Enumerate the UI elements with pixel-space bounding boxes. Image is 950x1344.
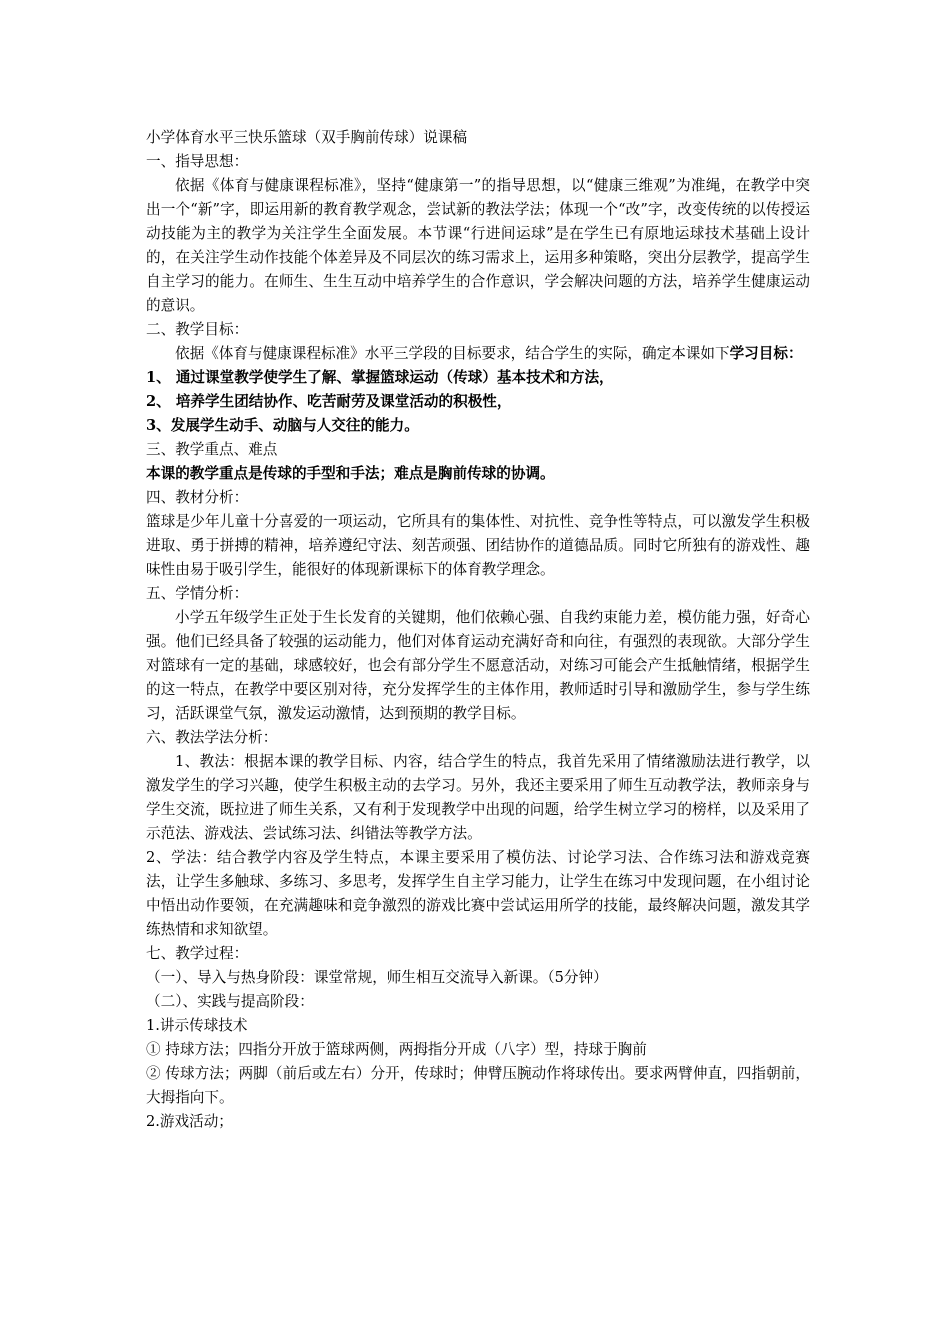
section-heading-teaching-goals: 二、教学目标：	[146, 321, 249, 338]
paragraph-material-analysis: 篮球是少年儿童十分喜爱的一项运动，它所具有的集体性、对抗性、竞争性等特点，可以激发学生积极进取、勇于拼搏的精神，培养遵纪守法、刻苦顽强、团结协作的道德品质。同时它所独有的游戏性、趣味性由易于吸引学生，能很好的体现新课标下的体育教学理念。	[146, 513, 810, 578]
section-heading-guiding-ideology: 一、指导思想：	[146, 153, 249, 170]
document-body	[146, 126, 810, 1134]
paragraph-learning-method: 2、学法：结合教学内容及学生特点，本课主要采用了模仿法、讨论学习法、合作练习法和游戏竞赛法，让学生多触球、多练习、多思考，发挥学生自主学习能力，让学生在练习中发现问题，在小组讨论中悟出动作要领，在充满趣味和竞争激烈的游戏比赛中尝试运用所学的技能，最终解决问题，激发其学练热情和求知欲望。	[146, 849, 810, 938]
paragraph-teaching-method: 1、教法：根据本课的教学目标、内容，结合学生的特点，我首先采用了情绪激励法进行教学，以激发学生的学习兴趣，使学生积极主动的去学习。另外，我还主要采用了师生互动教学法，教师亲身与学生交流，既拉进了师生关系，又有利于发现教学中出现的问题，给学生树立学习的榜样，以及采用了示范法、游戏法、尝试练习法、纠错法等教学方法。	[146, 753, 810, 842]
paragraph-student-analysis: 小学五年级学生正处于生长发育的关键期，他们依赖心强、自我约束能力差，模仿能力强，好奇心强。他们已经具备了较强的运动能力，他们对体育运动充满好奇和向往，有强烈的表现欲。大部分学生对篮球有一定的基础，球感较好，也会有部分学生不愿意活动，对练习可能会产生抵触情绪，根据学生的这一特点，在教学中要区别对待，充分发挥学生的主体作用，教师适时引导和激励学生，参与学生练习，活跃课堂气氛，激发运动激情，达到预期的教学目标。	[146, 609, 810, 722]
paragraph-guiding-ideology: 依据《体育与健康课程标准》，坚持“健康第一”的指导思想，以“健康三维观”为准绳，在教学中突出一个“新”字，即运用新的教育教学观念，尝试新的教法学法；体现一个“改”字，改变传统的以传授运动技能为主的教学为关注学生全面发展。本节课“行进间运球”是在学生已有原地运球技术基础上设计的，在关注学生动作技能个体差异及不同层次的练习需求上，运用多种策略，突出分层教学，提高学生自主学习的能力。在师生、生生互动中培养学生的合作意识，学会解决问题的方法，培养学生健康运动的意识。	[146, 177, 810, 314]
process-item-1a: ① 持球方法；四指分开放于篮球两侧，两拇指分开成（八字）型，持球于胸前	[146, 1041, 647, 1058]
section-heading-material-analysis: 四、教材分析：	[146, 489, 249, 506]
section-heading-student-analysis: 五、学情分析：	[146, 585, 249, 602]
paragraph-key-points: 本课的教学重点是传球的手型和手法；难点是胸前传球的协调。	[146, 465, 555, 482]
section-heading-teaching-process: 七、教学过程：	[146, 945, 249, 962]
process-step-1: （一）、导入与热身阶段：课堂常规，师生相互交流导入新课。（5分钟）	[146, 969, 608, 986]
goals-intro-text: 依据《体育与健康课程标准》水平三学段的目标要求，结合学生的实际，确定本课如下	[175, 345, 730, 362]
goals-intro-bold: 学习目标：	[729, 345, 803, 362]
paragraph-teaching-goals	[146, 342, 810, 366]
document-title: 小学体育水平三快乐篮球（双手胸前传球）说课稿	[146, 129, 468, 146]
section-heading-key-points: 三、教学重点、难点	[146, 441, 278, 458]
process-item-1b: ② 传球方法；两脚（前后或左右）分开，传球时；伸臂压腕动作将球传出。要求两臂伸直，四指朝前，大拇指向下。	[146, 1065, 810, 1106]
goal-item-2: 2、 培养学生团结协作、吃苦耐劳及课堂活动的积极性，	[146, 393, 512, 410]
goal-item-3: 3、发展学生动手、动脑与人交往的能力。	[146, 417, 419, 434]
goal-item-1: 1、 通过课堂教学使学生了解、掌握篮球运动（传球）基本技术和方法，	[146, 369, 614, 386]
process-item-1: 1.讲示传球技术	[146, 1017, 248, 1034]
process-step-2: （二）、实践与提高阶段：	[146, 993, 314, 1010]
section-heading-method-analysis: 六、教法学法分析：	[146, 729, 278, 746]
process-item-2: 2.游戏活动；	[146, 1113, 233, 1130]
